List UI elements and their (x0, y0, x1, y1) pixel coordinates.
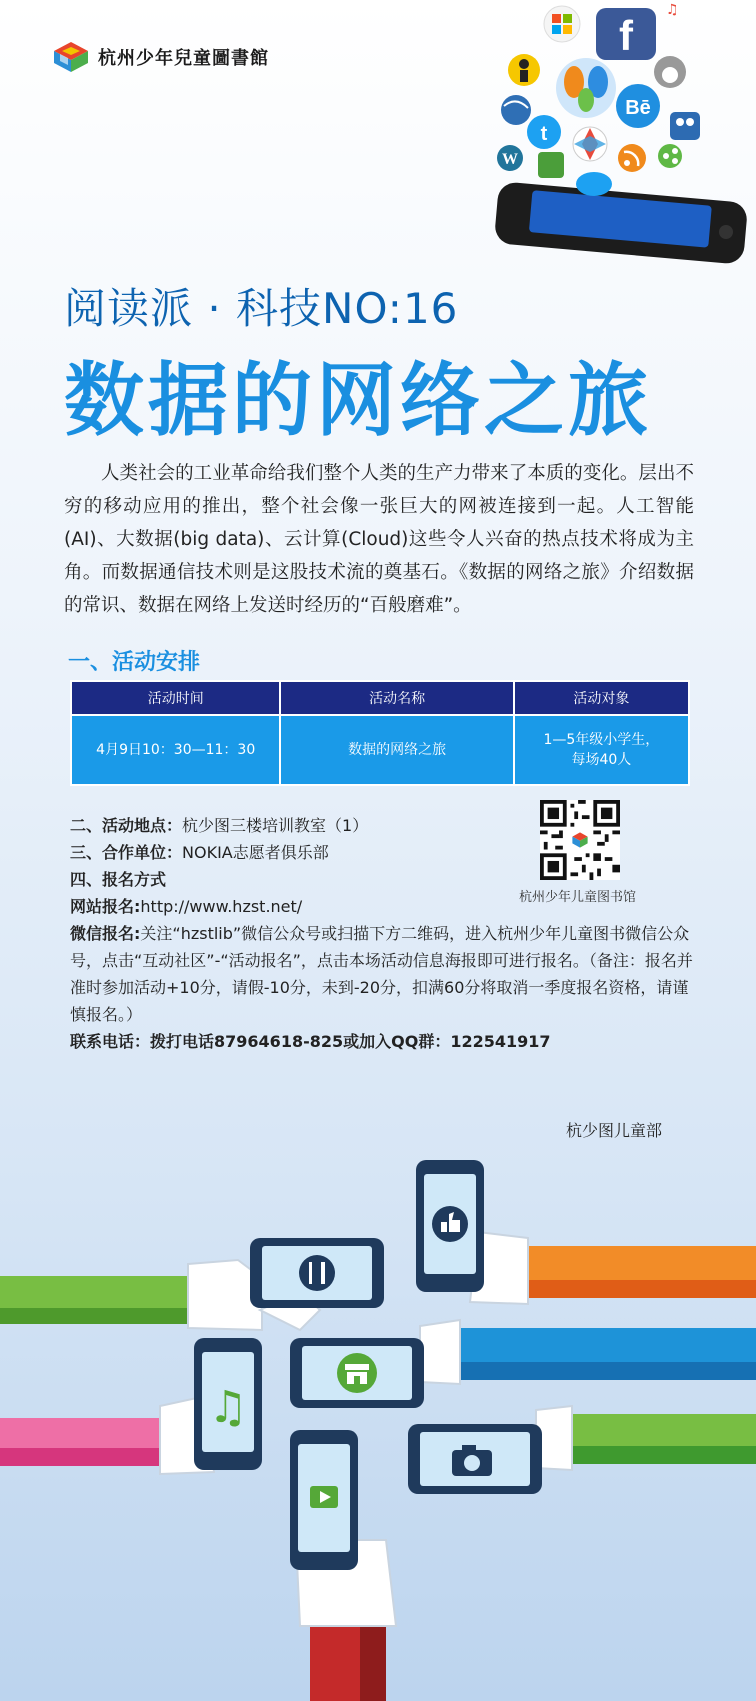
col-header-name: 活动名称 (280, 681, 513, 715)
organizer-signature: 杭少图儿童部 (566, 1121, 663, 1140)
hands-holding-phones-illustration (0, 1160, 756, 1701)
library-name: 杭州少年兒童圖書館 (98, 48, 269, 69)
msn-butterfly-icon (556, 58, 616, 118)
smartphone-illustration (494, 181, 748, 265)
behance-icon (616, 84, 660, 128)
wechat-signup-label: 微信报名: (70, 924, 141, 943)
partner-label: 三、合作单位： (70, 843, 183, 862)
cell-audience-line2: 每场40人 (571, 752, 632, 768)
col-header-time: 活动时间 (71, 681, 280, 715)
phone-video (290, 1430, 358, 1570)
sleeves (0, 1246, 756, 1701)
fork-knife-icon (299, 1255, 335, 1291)
myspace-icon (670, 112, 700, 140)
apple-icon (654, 56, 686, 88)
library-logo-icon (52, 40, 90, 74)
picasa-icon (573, 127, 607, 161)
share-icon (658, 144, 682, 168)
facebook-icon (596, 8, 656, 60)
social-media-illustration (486, 0, 756, 270)
svg-text:♫: ♫ (666, 2, 679, 18)
google-plus-icon (538, 152, 564, 178)
shop-icon (337, 1353, 377, 1393)
qr-center-logo (570, 830, 589, 849)
play-icon (310, 1486, 338, 1508)
phone-music (194, 1338, 262, 1470)
wordpress-icon (497, 145, 523, 171)
library-logo (52, 40, 269, 74)
partner-value: NOKIA志愿者俱乐部 (182, 843, 329, 862)
cell-audience (514, 715, 689, 785)
globe-icon (501, 95, 531, 125)
svg-text:f: f (619, 12, 633, 59)
web-signup-link[interactable]: http://www.hzst.net/ (140, 897, 303, 916)
phone-camera (408, 1424, 542, 1494)
cell-time: 4月9日10：30—11：30 (71, 715, 280, 785)
event-title: 数据的网络之旅 (64, 354, 652, 447)
location-label: 二、活动地点： (70, 816, 183, 835)
signup-heading: 四、报名方式 (70, 870, 167, 889)
phone-shop (290, 1338, 424, 1408)
phone-dining (250, 1238, 384, 1308)
svg-text:Bē: Bē (625, 97, 651, 119)
svg-text:W: W (502, 151, 518, 168)
rss-icon (618, 144, 646, 172)
section-heading-schedule: 一、活动安排 (68, 650, 201, 675)
wechat-signup-text: 关注“hzstlib”微信公众号或扫描下方二维码，进入杭州少年儿童图书微信公众号，点击“互动社区”-“活动报名”，点击本场活动信息海报即可进行报名。（备注：报名并准时参加活动+10分，请假-10分，未到-20分，扣满60分将取消一季度报名资格，请谨慎报名。） (70, 924, 693, 1024)
location-value: 杭少图三楼培训教室（1） (182, 816, 369, 835)
svg-text:t: t (540, 123, 548, 145)
phone-value: 拨打电话87964618-825或加入QQ群：122541917 (150, 1032, 551, 1051)
cell-audience-line1: 1—5年级小学生， (543, 732, 660, 748)
twitter-icon (527, 115, 561, 149)
wechat-qr-code[interactable] (540, 800, 620, 880)
qr-caption: 杭州少年儿童图书馆 (519, 890, 637, 905)
windows-icon (544, 6, 580, 42)
phone-row (70, 1028, 695, 1055)
music-note-icon (666, 2, 679, 18)
bird-icon (576, 172, 612, 196)
table-header-row (71, 681, 689, 715)
wechat-signup-row (70, 920, 695, 1028)
phone-label: 联系电话： (70, 1032, 151, 1051)
intro-paragraph: 人类社会的工业革命给我们整个人类的生产力带来了本质的变化。层出不穷的移动应用的推出，整个社会像一张巨大的网被连接到一起。人工智能(AI)、大数据(big data)、云计算(Cloud)这些令人兴奋的热点技术将成为主角。而数据通信技术则是这股技术流的奠基石。《数据的网络之旅》介绍数据的常识、数据在网络上发送时经历的“百般磨难”。 (64, 463, 694, 616)
music-icon: ♫ (208, 1382, 248, 1433)
col-header-audience: 活动对象 (514, 681, 689, 715)
schedule-table (70, 680, 690, 786)
event-subtitle: 阅读派 · 科技NO:16 (64, 284, 459, 333)
thumbs-up-icon (432, 1206, 468, 1242)
web-signup-label: 网站报名: (70, 897, 141, 916)
cell-name: 数据的网络之旅 (280, 715, 513, 785)
aim-icon (508, 54, 540, 86)
phone-like (416, 1160, 484, 1292)
table-row (71, 715, 689, 785)
